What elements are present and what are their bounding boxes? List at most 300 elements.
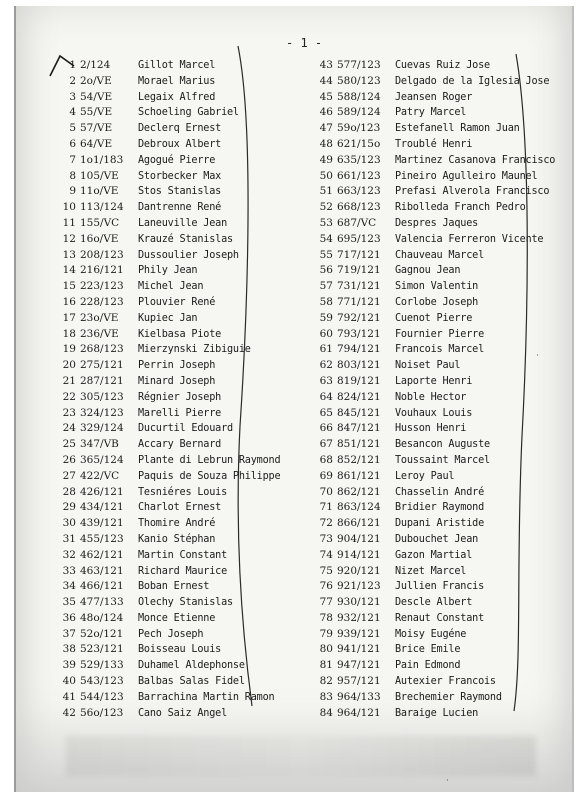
list-item [316,579,555,595]
entry-name: Accary Bernard [138,439,222,451]
entry-number: 8 [69,169,76,182]
entry-reference: 668/123 [337,201,381,214]
list-item [60,216,280,232]
entry-name: Dupani Aristide [395,518,485,530]
entry-name: Balbas Salas Fidel [138,676,245,688]
entry-name: Laporte Henri [395,375,473,387]
entry-name: Gazon Martial [395,549,473,561]
entry-number: 3 [69,90,76,103]
list-item [316,295,555,311]
entry-number: 32 [62,548,76,561]
entry-number: 82 [319,675,333,688]
entry-reference: 930/121 [337,596,381,609]
entry-reference: 216/121 [80,264,124,277]
entry-reference: 275/121 [80,359,124,372]
list-item [316,358,555,374]
entry-reference: 287/121 [80,374,124,387]
list-item [316,263,555,279]
list-item [316,200,555,216]
list-item [60,358,280,374]
entry-reference: 852/121 [337,453,381,466]
entry-number: 10 [62,201,76,214]
entry-name: Noble Hector [395,391,467,403]
entry-name: Patry Marcel [395,107,467,119]
entry-number: 67 [319,438,333,451]
entry-reference: 365/124 [80,453,124,466]
entry-name: Martin Constant [138,549,228,561]
entry-name: Descle Albert [395,597,473,609]
entry-number: 4 [69,106,76,119]
list-item [316,232,555,248]
entry-name: Gagnou Jean [395,265,461,277]
list-item [60,674,280,690]
entry-name: Storbecker Max [138,170,222,182]
entry-reference: 59o/123 [337,122,381,135]
entry-name: Husson Henri [395,423,467,435]
entry-reference: 824/121 [337,390,381,403]
list-item [60,263,280,279]
entry-number: 26 [62,453,76,466]
entry-name: Pain Edmond [395,660,461,672]
entry-name: Tesniéres Louis [138,486,228,498]
entry-reference: 792/121 [337,311,381,324]
entry-name: Nizet Marcel [395,565,467,577]
entry-number: 6 [69,137,76,150]
entry-reference: 55/VE [80,106,113,119]
entry-reference: 947/121 [337,659,381,672]
entry-number: 36 [62,611,76,624]
entry-reference: 329/124 [80,422,124,435]
entry-number: 51 [319,185,333,198]
entry-reference: 731/121 [337,280,381,293]
entry-number: 22 [62,390,76,403]
entry-number: 45 [319,90,333,103]
list-item [60,579,280,595]
entry-number: 25 [62,438,76,451]
entry-reference: 847/121 [337,422,381,435]
entry-reference: 463/121 [80,564,124,577]
entry-reference: 268/123 [80,343,124,356]
entry-name: Leroy Paul [395,470,455,482]
entry-number: 74 [319,548,333,561]
entry-reference: 2/124 [80,59,111,71]
list-item [316,469,555,485]
entry-number: 60 [319,327,333,340]
entry-name: Kanio Stéphan [138,533,216,545]
entry-name: Boban Ernest [138,581,210,593]
entry-number: 49 [319,153,333,166]
entry-reference: 105/VE [80,169,119,182]
list-item [60,406,280,422]
list-item [316,374,555,390]
entry-reference: 16o/VE [80,232,119,245]
entry-name: Régnier Joseph [138,391,222,403]
entry-reference: 236/VE [80,327,119,340]
list-item [60,295,280,311]
entry-reference: 964/133 [337,690,381,703]
list-item [316,627,555,643]
entry-reference: 113/124 [80,201,124,214]
entry-number: 83 [319,690,333,703]
entry-name: Valencia Ferreron Vicente [395,233,544,245]
list-item [60,532,280,548]
list-item [60,595,280,611]
entry-name: Troublé Henri [395,138,473,150]
entry-name: Besancon Auguste [395,439,490,451]
entry-number: 46 [319,106,333,119]
entry-number: 27 [62,469,76,482]
entry-reference: 861/121 [337,469,381,482]
entry-reference: 324/123 [80,406,124,419]
entry-reference: 957/121 [337,675,381,688]
entry-name: Vouhaux Louis [395,407,473,419]
entry-number: 15 [62,280,76,293]
entry-reference: 964/121 [337,706,381,719]
entry-number: 68 [319,453,333,466]
list-item [60,374,280,390]
document-page [14,6,574,792]
entry-reference: 687/VC [337,216,377,229]
left-column [60,58,280,721]
entry-number: 40 [62,675,76,688]
entry-reference: 695/123 [337,232,381,245]
list-item [316,642,555,658]
list-item [60,453,280,469]
entry-reference: 904/121 [337,532,381,545]
entry-name: Francois Marcel [395,344,485,356]
entry-reference: 426/121 [80,485,124,498]
list-item [316,58,555,74]
entry-name: Delgado de la Iglesia Jose [395,75,550,87]
entry-reference: 347/VB [80,438,119,451]
list-item [316,342,555,358]
entry-name: Krauzé Stanislas [138,233,233,245]
entry-name: Duhamel Aldephonse [138,660,245,672]
entry-name: Jeansen Roger [395,91,473,103]
entry-number: 56 [319,264,333,277]
list-item [316,706,555,722]
list-item [316,595,555,611]
entry-reference: 208/123 [80,248,124,261]
entry-name: Toussaint Marcel [395,454,490,466]
list-item [60,658,280,674]
entry-number: 47 [319,122,333,135]
entry-number: 80 [319,643,333,656]
list-item [60,153,280,169]
list-item [316,437,555,453]
list-item [60,627,280,643]
entry-reference: 932/121 [337,611,381,624]
entry-name: Morael Marius [138,75,216,87]
list-item [316,658,555,674]
entry-name: Mierzynski Zibiguie [138,344,251,356]
list-item [316,548,555,564]
entry-number: 20 [62,359,76,372]
entry-name: Pech Joseph [138,628,204,640]
entry-number: 75 [319,564,333,577]
entry-name: Ribolleda Franch Pedro [395,202,526,214]
entry-number: 66 [319,422,333,435]
entry-name: Cuenot Pierre [395,312,473,324]
list-item [60,327,280,343]
entry-number: 61 [319,343,333,356]
entry-name: Legaix Alfred [138,91,216,103]
entry-reference: 635/123 [337,153,381,166]
entry-number: 69 [319,469,333,482]
entry-reference: 921/123 [337,580,381,593]
entry-reference: 663/123 [337,185,381,198]
entry-reference: 794/121 [337,343,381,356]
entry-number: 84 [319,706,333,719]
scan-mark: · [446,776,449,786]
entry-name: Boisseau Louis [138,644,222,656]
entry-reference: 914/121 [337,548,381,561]
entry-name: Debroux Albert [138,138,222,150]
entry-reference: 57/VE [80,122,113,135]
entry-name: Noiset Paul [395,360,461,372]
entry-reference: 920/121 [337,564,381,577]
entry-number: 81 [319,659,333,672]
entry-reference: 717/121 [337,248,381,261]
entry-number: 55 [319,248,333,261]
entry-name: Cano Saiz Angel [138,707,228,719]
entry-name: Declerq Ernest [138,123,222,135]
entry-reference: 155/VC [80,216,120,229]
entry-number: 42 [62,706,76,719]
list-item [316,279,555,295]
list-item [60,706,280,722]
list-item [316,153,555,169]
list-item [316,248,555,264]
entry-number: 50 [319,169,333,182]
entry-reference: 228/123 [80,295,124,308]
list-item [316,516,555,532]
list-item [316,390,555,406]
list-item [316,327,555,343]
list-item [316,311,555,327]
entry-reference: 1o1/183 [80,153,124,166]
entry-reference: 863/124 [337,501,381,514]
entry-reference: 661/123 [337,169,381,182]
entry-reference: 422/VC [80,469,120,482]
entry-name: Dussoulier Joseph [138,249,239,261]
list-item [316,121,555,137]
entry-reference: 819/121 [337,374,381,387]
entry-number: 29 [62,501,76,514]
list-item [316,532,555,548]
entry-name: Plouvier René [138,296,216,308]
list-item [316,137,555,153]
list-item [60,500,280,516]
entry-name: Minard Joseph [138,375,216,387]
entry-reference: 866/121 [337,517,381,530]
entry-reference: 439/121 [80,517,124,530]
entry-number: 7 [69,153,76,166]
list-item [60,184,280,200]
entry-reference: 588/124 [337,90,381,103]
entry-number: 1 [69,59,76,71]
entry-name: Michel Jean [138,281,204,293]
entry-number: 31 [62,532,76,545]
entry-name: Gillot Marcel [138,60,216,71]
list-item [316,564,555,580]
entry-reference: 529/133 [80,659,124,672]
entry-name: Paquis de Souza Philippe [138,470,281,482]
entry-reference: 466/121 [80,580,124,593]
entry-number: 19 [62,343,76,356]
entry-name: Fournier Pierre [395,328,485,340]
list-item [60,390,280,406]
entry-name: Bridier Raymond [395,502,485,514]
entry-number: 41 [62,690,76,703]
entry-number: 72 [319,517,333,530]
entry-reference: 64/VE [80,137,113,150]
list-item [316,500,555,516]
entry-reference: 223/123 [80,280,124,293]
list-item [60,485,280,501]
entry-number: 16 [62,295,76,308]
list-item [316,184,555,200]
entry-name: Agogué Pierre [138,154,216,166]
list-item [316,90,555,106]
entry-number: 73 [319,532,333,545]
entry-reference: 621/15o [337,137,381,150]
entry-number: 65 [319,406,333,419]
entry-number: 38 [62,643,76,656]
list-item [316,74,555,90]
list-item [60,690,280,706]
list-item [60,437,280,453]
entry-name: Schoeling Gabriel [138,107,239,119]
entry-number: 2 [69,74,76,87]
list-item [60,564,280,580]
entry-name: Dantrenne René [138,202,222,214]
entry-number: 39 [62,659,76,672]
entry-name: Phily Jean [138,265,198,277]
entry-number: 5 [69,122,76,135]
entry-name: Olechy Stanislas [138,597,233,609]
entry-reference: 48o/124 [80,611,124,624]
entry-name: Corlobe Joseph [395,296,479,308]
entry-name: Prefasi Alverola Francisco [395,186,550,198]
entry-name: Perrin Joseph [138,360,216,372]
entry-reference: 56o/123 [80,706,124,719]
entry-name: Richard Maurice [138,565,228,577]
entry-name: Ducurtil Edouard [138,423,233,435]
entry-reference: 851/121 [337,438,381,451]
entry-reference: 543/123 [80,675,124,688]
page-number: - 1 - [286,36,323,50]
entry-name: Martinez Casanova Francisco [395,154,556,166]
list-item [60,200,280,216]
entry-name: Kielbasa Piote [138,328,222,340]
entry-number: 71 [319,501,333,514]
entry-reference: 434/121 [80,501,124,514]
entry-name: Monce Etienne [138,612,216,624]
entry-name: Cuevas Ruiz Jose [395,60,490,71]
entry-name: Laneuville Jean [138,217,228,229]
entry-number: 64 [319,390,333,403]
entry-reference: 845/121 [337,406,381,419]
entry-reference: 2o/VE [80,74,112,87]
entry-name: Charlot Ernest [138,502,222,514]
entry-name: Renaut Constant [395,612,485,624]
list-item [60,421,280,437]
entry-name: Marelli Pierre [138,407,222,419]
entry-number: 43 [319,59,333,71]
list-item [316,406,555,422]
entry-reference: 54/VE [80,90,113,103]
list-item [60,105,280,121]
entry-reference: 941/121 [337,643,381,656]
entry-number: 76 [319,580,333,593]
list-item [60,342,280,358]
entry-number: 70 [319,485,333,498]
entry-number: 52 [319,201,333,214]
entry-reference: 544/123 [80,690,124,703]
list-item [316,690,555,706]
entry-name: Dubouchet Jean [395,533,479,545]
entry-number: 13 [62,248,76,261]
list-item [60,469,280,485]
entry-reference: 523/121 [80,643,124,656]
list-item [60,169,280,185]
entry-name: Brice Emile [395,644,461,656]
list-item [316,169,555,185]
entry-reference: 719/121 [337,264,381,277]
scan-mark: · [536,351,539,361]
list-item [316,674,555,690]
entry-name: Moisy Eugéne [395,628,467,640]
entry-name: Plante di Lebrun Raymond [138,454,281,466]
entry-number: 28 [62,485,76,498]
entry-reference: 939/121 [337,627,381,640]
entry-number: 57 [319,280,333,293]
entry-reference: 462/121 [80,548,124,561]
entry-name: Stos Stanislas [138,186,222,198]
entry-name: Chasselin André [395,486,485,498]
list-item [60,90,280,106]
entry-reference: 11o/VE [80,185,119,198]
list-item [60,232,280,248]
list-item [60,58,280,74]
entry-number: 78 [319,611,333,624]
entry-number: 48 [319,137,333,150]
list-item [60,248,280,264]
list-item [316,216,555,232]
list-item [60,516,280,532]
entry-reference: 577/123 [337,59,381,71]
entry-number: 37 [62,627,76,640]
list-item [60,642,280,658]
entry-reference: 477/133 [80,596,124,609]
entry-number: 9 [69,185,76,198]
entry-name: Pineiro Agulleiro Maunel [395,170,538,182]
entry-number: 62 [319,359,333,372]
entry-number: 21 [62,374,76,387]
entry-reference: 305/123 [80,390,124,403]
entry-reference: 455/123 [80,532,124,545]
list-item [60,74,280,90]
entry-name: Thomire André [138,518,216,530]
entry-number: 79 [319,627,333,640]
entry-number: 30 [62,517,76,530]
entry-name: Brechemier Raymond [395,691,502,703]
entry-reference: 52o/121 [80,627,124,640]
entry-reference: 580/123 [337,74,381,87]
entry-number: 44 [319,74,333,87]
entry-name: Barrachina Martin Ramon [138,691,275,703]
